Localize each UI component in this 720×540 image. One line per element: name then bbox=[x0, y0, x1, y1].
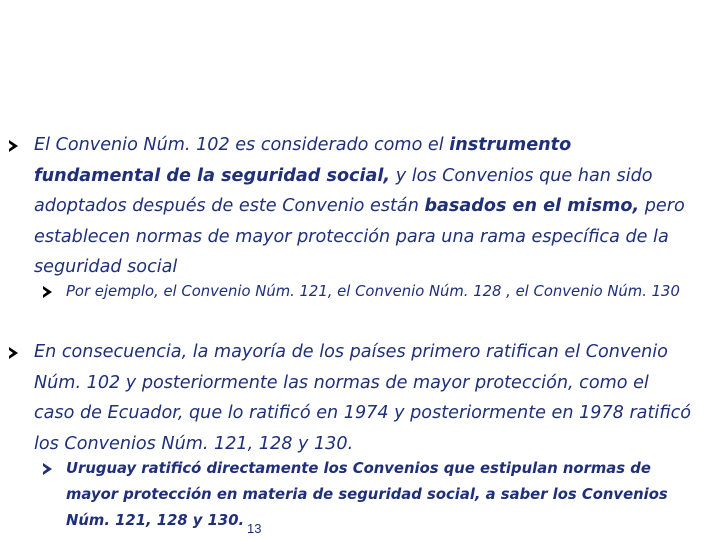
sub-point-2: Uruguay ratificó directamente los Convenios que estipulan normas de mayor protección en materia de seguridad social, a saber los Convenios Núm. 121, 128 y 130. bbox=[66, 460, 668, 529]
point-1-emphasis-a: instrumento fundamental de la seguridad social, bbox=[34, 135, 572, 186]
bullet-arrow-icon bbox=[9, 140, 18, 152]
point-1-text-c: pero establecen normas de mayor protección para una rama específica de la seguridad social bbox=[34, 196, 685, 278]
point-1-text-a: El Convenio Núm. 102 es considerado como el bbox=[34, 135, 450, 155]
sub-bullet-arrow-icon bbox=[43, 463, 52, 475]
bullet-arrow-icon bbox=[9, 347, 18, 359]
sub-bullet-arrow-icon bbox=[43, 286, 52, 298]
sub-point-1: Por ejemplo, el Convenio Núm. 121, el Convenio Núm. 128 , el Convenio Núm. 130 bbox=[66, 283, 680, 300]
bullet-point-1 bbox=[34, 130, 694, 283]
bullet-point-2: En consecuencia, la mayoría de los países primero ratifican el Convenio Núm. 102 y posteriormente las normas de mayor protección, como el caso de Ecuador, que lo ratificó en 1974 y posteriormente en 1978 ratificó los Convenios Núm. 121, 128 y 130. bbox=[34, 342, 692, 454]
page-number: 13 bbox=[247, 521, 262, 536]
point-1-text-b: y los Convenios que han sido adoptados después de este Convenio están bbox=[34, 165, 653, 217]
point-1-emphasis-b: basados en el mismo, bbox=[424, 196, 640, 217]
